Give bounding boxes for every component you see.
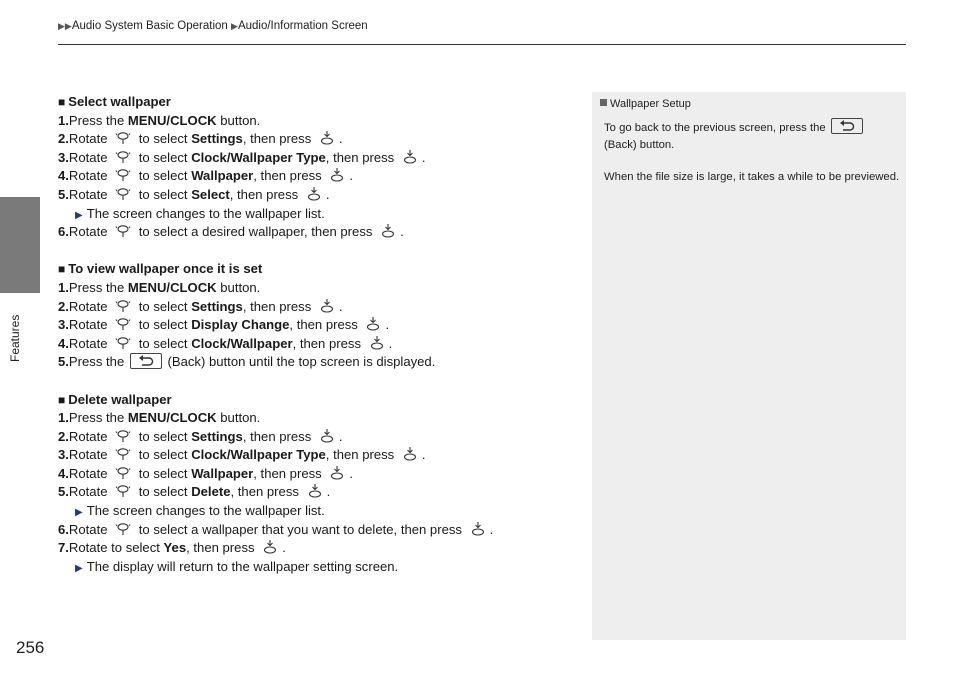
press-knob-icon	[369, 336, 385, 350]
rotate-knob-icon	[115, 466, 131, 480]
note-title: Wallpaper Setup	[600, 98, 691, 110]
press-knob-icon	[329, 466, 345, 480]
note-paragraph: When the file size is large, it takes a while to be previewed.	[604, 171, 900, 183]
press-knob-icon	[319, 131, 335, 145]
step: 5.Press the (Back) button until the top screen is displayed.	[58, 354, 436, 370]
step-result: ▶ The screen changes to the wallpaper list.	[75, 503, 325, 519]
press-knob-icon	[402, 447, 418, 461]
rotate-knob-icon	[115, 336, 131, 350]
back-button-icon	[831, 118, 863, 134]
breadcrumb	[58, 20, 368, 32]
rotate-knob-icon	[115, 299, 131, 313]
step: 3.Rotate to select Clock/Wallpaper Type, then press .	[58, 447, 426, 463]
step: 4.Rotate to select Wallpaper, then press .	[58, 465, 353, 481]
step: 5.Rotate to select Delete, then press .	[58, 484, 331, 500]
press-knob-icon	[380, 224, 396, 238]
step: 1.Press the MENU/CLOCK button.	[58, 279, 261, 295]
section-title-view-wallpaper: ■ To view wallpaper once it is set	[58, 261, 263, 277]
press-knob-icon	[262, 540, 278, 554]
chapter-label: Features	[8, 314, 22, 362]
back-button-icon	[130, 353, 162, 369]
chapter-tab	[0, 197, 40, 293]
step: 1.Press the MENU/CLOCK button.	[58, 112, 261, 128]
step: 2.Rotate to select Settings, then press .	[58, 428, 343, 444]
note-paragraph: To go back to the previous screen, press the (Back) button.	[604, 118, 900, 153]
arrow-bullet-icon: ▶	[75, 209, 83, 221]
rotate-knob-icon	[115, 447, 131, 461]
press-knob-icon	[402, 150, 418, 164]
arrow-bullet-icon: ▶	[75, 562, 83, 574]
breadcrumb-item-2[interactable]: Audio/Information Screen	[237, 20, 368, 32]
step: 6.Rotate to select a desired wallpaper, then press .	[58, 224, 404, 240]
step: 7.Rotate to select Yes, then press .	[58, 540, 286, 556]
press-knob-icon	[470, 522, 486, 536]
breadcrumb-arrow-icon: ▶▶	[58, 21, 72, 31]
press-knob-icon	[365, 317, 381, 331]
rotate-knob-icon	[115, 131, 131, 145]
step-result: ▶ The display will return to the wallpaper setting screen.	[75, 558, 399, 574]
square-bullet-icon: ■	[58, 95, 66, 109]
rotate-knob-icon	[115, 187, 131, 201]
step: 5.Rotate to select Select, then press .	[58, 186, 330, 202]
breadcrumb-arrow-icon: ▶	[231, 21, 238, 31]
step: 2.Rotate to select Settings, then press .	[58, 298, 343, 314]
step: 3.Rotate to select Clock/Wallpaper Type, then press .	[58, 149, 426, 165]
square-bullet-icon: ■	[58, 392, 66, 407]
section-title-delete-wallpaper: ■ Delete wallpaper	[58, 391, 172, 407]
note-panel	[592, 92, 906, 640]
step: 4.Rotate to select Wallpaper, then press .	[58, 168, 353, 184]
note-bullet-icon	[600, 99, 607, 106]
step: 2.Rotate to select Settings, then press .	[58, 131, 343, 147]
note-body	[604, 118, 900, 186]
rotate-knob-icon	[115, 150, 131, 164]
press-knob-icon	[306, 187, 322, 201]
rotate-knob-icon	[115, 484, 131, 498]
press-knob-icon	[329, 168, 345, 182]
step-result: ▶ The screen changes to the wallpaper list.	[75, 205, 325, 221]
arrow-bullet-icon: ▶	[75, 507, 83, 519]
rotate-knob-icon	[115, 522, 131, 536]
step: 3.Rotate to select Display Change, then press .	[58, 317, 390, 333]
step: 4.Rotate to select Clock/Wallpaper, then press .	[58, 335, 393, 351]
press-knob-icon	[319, 299, 335, 313]
step: 1.Press the MENU/CLOCK button.	[58, 410, 261, 426]
press-knob-icon	[319, 429, 335, 443]
section-title-select-wallpaper: ■ Select wallpaper	[58, 94, 171, 109]
press-knob-icon	[307, 484, 323, 498]
page-number: 256	[16, 638, 45, 657]
rotate-knob-icon	[115, 224, 131, 238]
square-bullet-icon: ■	[58, 262, 66, 277]
rotate-knob-icon	[115, 317, 131, 331]
rotate-knob-icon	[115, 429, 131, 443]
breadcrumb-item-1[interactable]: Audio System Basic Operation	[71, 20, 228, 32]
header-divider	[58, 44, 906, 45]
rotate-knob-icon	[115, 168, 131, 182]
main-content	[58, 93, 583, 576]
step: 6.Rotate to select a wallpaper that you want to delete, then press .	[58, 521, 494, 537]
